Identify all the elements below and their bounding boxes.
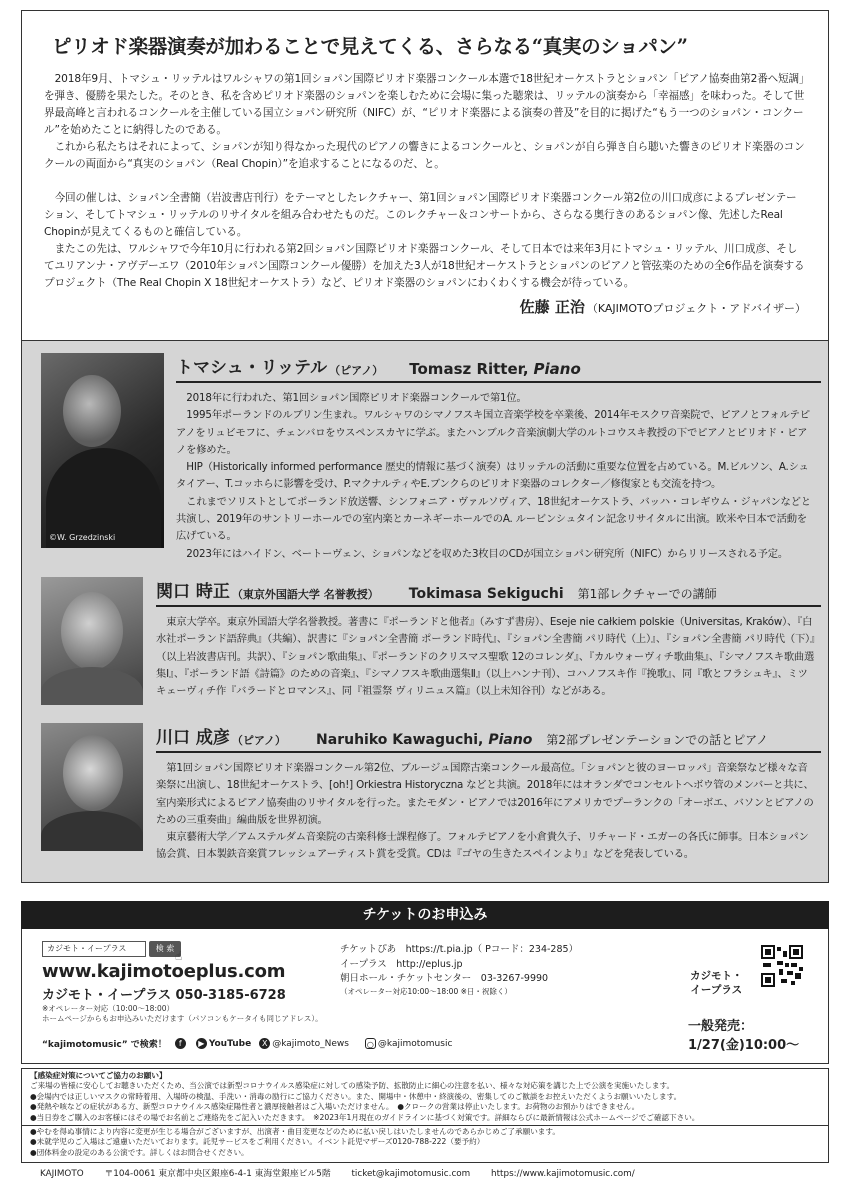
- notice-line: ●当日券をご購入のお客様にはその場でお名前とご連絡先をご記入いただきます。 ※2023年1月現在のガイドラインに基づく対策です。詳細ならびに最新情報は公式ホームページでご確認下さい。: [30, 1112, 700, 1122]
- footer-website[interactable]: https://www.kajimotomusic.com/: [491, 1169, 635, 1179]
- notice-line: ●会場内では正しいマスクの常時着用、入場時の検温、手洗い・消毒の励行にご協力ください。また、開場中・休憩中・終演後の、密集してのご歓談をお控えいただくようお願いいたします。: [30, 1091, 682, 1101]
- essay-paragraph-3: 今回の催しは、ショパン全書簡（岩波書店刊行）をテーマとしたレクチャー、第1回ショパン国際ピリオド楽器コンクール第2位の川口成彦によるプレゼンテーション、そしてトマシュ・リッテルのリサイタルを組み合わせたものだ。このレクチャー＆コンサートから、さらなる奥行きのあるショパン像、先述したReal Chopinが見えてくるものと確信している。: [44, 192, 797, 238]
- artist-session-role: 第2部プレゼンテーションでの話とピアノ: [546, 733, 769, 747]
- artist-bio: [156, 760, 815, 864]
- photo-credit: ©W. Grzedzinski: [49, 533, 116, 542]
- artist-role-jp: （東京外国語大学 名誉教授）: [231, 588, 379, 601]
- signature-name: 佐藤 正治: [519, 298, 585, 316]
- qr-label: [690, 969, 743, 997]
- artist-role-jp: （ピアノ）: [231, 734, 287, 747]
- qr-label-line1: カジモト・: [690, 970, 743, 982]
- bio-paragraph: 1995年ポーランドのルブリン生まれ。ワルシャワのシマノフスキ国立音楽学校を卒業後、2014年モスクワ音楽院で、ピアノとフォルテピアノをリュビモフに、チェンバロをウスペンスカヤに学ぶ。またハンブルク音楽演劇大学のルトコウスキ教授の下でピアノとピリオド・ピアノを修めた。: [176, 409, 810, 456]
- bio-paragraph: これまでソリストとしてポーランド放送響、シンフォニア・ヴァルソヴィア、18世紀オーケストラ、バッハ・コレギウム・ジャパンなどと共演し、2019年のサントリーホールでの室内楽とカーネギーホールでのA. ルービンシュタイン記念リサイタルに出演。欧米や日本で活動を広げている。: [176, 495, 811, 543]
- artist-role-en: Piano: [488, 732, 533, 748]
- artist-photo-kawaguchi: [41, 723, 143, 851]
- search-input[interactable]: カジモト・イープラス: [42, 941, 146, 957]
- artist-photo-sekiguchi: [41, 577, 143, 705]
- artist-bio: [156, 614, 815, 700]
- pointer-cursor-icon: ☝: [175, 949, 183, 963]
- ticket-phone: カジモト・イープラス 050-3185-6728: [42, 988, 286, 1003]
- notice-line: ご来場の皆様に安心してお聴きいただくため、当公演では新型コロナウイルス感染症に対しての感染予防、拡散防止に細心の注意を払い、様々な対応策を講じた上で公演を実施いたします。: [30, 1081, 675, 1091]
- artist-name-en: Tokimasa Sekiguchi: [408, 586, 564, 602]
- x-twitter-icon[interactable]: X: [259, 1038, 270, 1049]
- artist-name-en: Tomasz Ritter,: [409, 360, 529, 378]
- artists-panel: [21, 340, 829, 883]
- artist-heading: [176, 353, 821, 383]
- outlet-asahi: 朝日ホール・チケットセンター 03-3267-9990: [340, 973, 549, 984]
- artist-name-jp: トマシュ・リッテル: [176, 358, 328, 378]
- artist-kawaguchi: [41, 723, 821, 873]
- essay-signature: [44, 296, 806, 317]
- notice-title: 【感染症対策についてご協力のお願い】: [30, 1071, 167, 1080]
- covid-notice: [21, 1068, 829, 1163]
- bio-paragraph: 東京藝術大学／アムステルダム音楽院の古楽科修士課程修了。フォルテピアノを小倉貴久子、リチャード・エガーの各氏に師事。日本ショパン協会賞、日本製鉄音楽賞フレッシュアーティスト賞を受賞。CDは『ゴヤの生きたスペインより』などを発表している。: [156, 831, 809, 861]
- notice-line: ●団体料金の設定のある公演です。詳しくはお問合せください。: [30, 1147, 249, 1157]
- artist-heading: [156, 723, 821, 753]
- artist-role-jp: （ピアノ）: [329, 364, 384, 377]
- artist-sekiguchi: [41, 577, 821, 717]
- bio-paragraph: 2018年に行われた、第1回ショパン国際ピリオド楽器コンクールで第1位。: [186, 392, 527, 404]
- artist-role-en: Piano: [533, 360, 581, 378]
- bio-paragraph: 東京大学卒。東京外国語大学名誉教授。著書に『ポーランドと他者』（みすず書房）、Eseje nie całkiem polskie（Universitas, Kraków）、『白水社ポーランド語辞典』（共編）、訳書に『ショパン全書簡 ポーランド時代』、『ショパン全書簡 パリ時代（上）』、『ショパン全書簡 パリ時代（下）』（以上岩波書店刊。共訳）、『ショパン歌曲集』、『ポーランドのクリスマス聖歌 12のコレンダ』、『カルウォーヴィチ歌曲集』、『シマノフスキ歌曲選集Ⅰ』、『ポーランド語《詩篇》のための音楽』、『シマノフスキ歌曲選集Ⅱ』（以上ハンナ刊）、コハノフスキ作『挽歌』、同『歌とフラシュキ』、ミツキェーヴィチ作『バラードとロマンス』、同『祖霊祭 ヴィリニュス篇』（以上未知谷刊）などがある。: [156, 616, 815, 698]
- ticket-section: [21, 929, 829, 1064]
- x-handle[interactable]: @kajimoto_News: [272, 1038, 349, 1049]
- essay-paragraph-2: これから私たちはそれによって、ショパンが知り得なかった現代のピアノの響きによるコンクールと、ショパンが自ら弾き自ら聴いた響きのピリオド楽器のコンクールの両面から“真実のショパン（Real Chopin）”を追求することになるのだ、と。: [44, 141, 805, 170]
- instagram-handle[interactable]: @kajimotomusic: [377, 1038, 453, 1049]
- release-label: 一般発売：: [688, 1019, 754, 1034]
- notice-line: ●発熱や咳などの症状がある方、新型コロナウイルス感染症陽性者と濃厚接触者はご入場いただけません。 ●クロークの営業は停止いたします。お荷物のお預かりはできません。: [30, 1102, 640, 1112]
- artist-photo-ritter: [41, 353, 164, 548]
- footer: [40, 1166, 653, 1179]
- web-order-note: ホームページからもお申込みいただけます（パソコンもケータイも同じアドレス）。: [42, 1014, 323, 1023]
- outlet-pia[interactable]: チケットぴあ https://t.pia.jp（ Pコード：234-285）: [340, 944, 579, 955]
- artist-session-role: 第1部レクチャーでの講師: [577, 587, 717, 601]
- ticket-outlets: [340, 943, 578, 997]
- qr-label-line2: イープラス: [690, 984, 743, 996]
- essay-paragraph-4: またこの先は、ワルシャワで今年10月に行われる第2回ショパン国際ピリオド楽器コンクール、そして日本では来年3月にトマシュ・リッテル、川口成彦、そしてユリアンナ・アヴデーエワ（2010年ショパン国際コンクール優勝）を加えた3人が18世紀オーケストラとショパンのピアノと管弦楽のための全6作品を演奏するプロジェクト（The Real Chopin X 18世紀オーケストラ）など、ピリオド楽器のショパンにわくわくする機会が待っている。: [44, 243, 805, 289]
- notice-line: ●やむを得ぬ事情により内容に変更が生じる場合がございますが、出演者・曲目変更などのために払い戻しはいたしませんのであらかじめご了承願います。: [30, 1127, 560, 1137]
- sns-row: [42, 1037, 452, 1050]
- facebook-icon[interactable]: f: [175, 1038, 186, 1049]
- release-date: 1/27(金)10:00〜: [688, 1038, 800, 1053]
- essay-title: ピリオド楽器演奏が加わることで見えてくる、さらなる“真実のショパン”: [52, 35, 688, 58]
- ticket-section-title: チケットのお申込み: [21, 901, 829, 929]
- notice-line: ●未就学児のご入場はご遠慮いただいております。託児サービスをご利用ください。イベント託児マザーズ0120-788-222（要予約）: [30, 1137, 485, 1147]
- bio-paragraph: HIP（Historically informed performance 歴史的情報に基づく演奏）はリッテルの活動に重要な位置を占めている。M.ビルソン、A.シュタイアー、T.コッホらに影響を受け、P.マクナルティやE.ブンクらのピリオド楽器のコレクター／修復家とも交流を持つ。: [176, 461, 809, 491]
- search-button[interactable]: 検 索: [149, 941, 181, 957]
- footer-email[interactable]: ticket@kajimotomusic.com: [351, 1169, 471, 1179]
- operator-hours-note: ※オペレーター対応（10:00〜18:00）: [42, 1004, 175, 1013]
- artist-bio: [176, 390, 815, 563]
- artist-heading: [156, 577, 821, 607]
- essay-paragraph-1: 2018年9月、トマシュ・リッテルはワルシャワの第1回ショパン国際ピリオド楽器コンクール本選で18世紀オーケストラとショパン「ピアノ協奏曲第2番ヘ短調」を弾き、優勝を果たした。そのとき、私を含めピリオド楽器のショパンを楽しむために会場に集った聴衆は、リッテルの演奏から「幸福感」を味わった。そして世界最高峰と言われるコンクールを主催している国立ショパン研究所（NIFC）が、“ピリオド楽器による演奏の普及”を目的に掲げた“もう一つのショパン・コンクール”を始めたことに納得したのである。: [44, 73, 805, 136]
- release-info: [688, 1017, 799, 1055]
- outlet-eplus[interactable]: イープラス http://eplus.jp: [340, 958, 463, 970]
- artist-name-jp: 関口 時正: [156, 582, 230, 602]
- ticket-website-link[interactable]: www.kajimotoeplus.com: [42, 961, 286, 982]
- qr-code[interactable]: [761, 945, 803, 987]
- signature-role: （KAJIMOTOプロジェクト・アドバイザー）: [586, 302, 806, 315]
- sns-search-text: “kajimotomusic” で検索！: [42, 1040, 167, 1050]
- artist-name-en: Naruhiko Kawaguchi,: [316, 732, 484, 748]
- instagram-icon[interactable]: ○: [365, 1038, 376, 1049]
- essay-section: [21, 10, 829, 340]
- footer-company: KAJIMOTO: [40, 1169, 84, 1179]
- ticket-note: [42, 1004, 323, 1024]
- footer-address: 〒104-0061 東京都中央区銀座6-4-1 東海堂銀座ビル5階: [104, 1169, 331, 1179]
- youtube-icon[interactable]: ▶: [196, 1038, 207, 1049]
- bio-paragraph: 2023年にはハイドン、ベートーヴェン、ショパンなどを収めた3枚目のCDが国立ショパン研究所（NIFC）からリリースされる予定。: [186, 547, 788, 560]
- bio-paragraph: 第1回ショパン国際ピリオド楽器コンクール第2位、ブルージュ国際古楽コンクール最高位。「ショパンと彼のヨーロッパ」音楽祭など様々な音楽祭に出演し、18世紀オーケストラ、[oh!] Orkiestra Historyczna などと共演。2018年にはオランダでコンセルトヘボウ管のメンバーと共に、室内楽形式によるピアノ協奏曲のリサイタルを行った。またモダン・ピアノでは2016年にアメリカでプーランクの「オーボエ、バソンとピアノのための三重奏曲」編曲版を世界初演。: [156, 762, 814, 826]
- notice-divider: [22, 1125, 828, 1126]
- artist-name-jp: 川口 成彦: [156, 728, 230, 748]
- youtube-label[interactable]: YouTube: [208, 1038, 252, 1049]
- artist-ritter: [41, 353, 821, 565]
- outlet-asahi-note: （オペレーター対応10:00〜18:00 ※日・祝除く）: [340, 986, 512, 996]
